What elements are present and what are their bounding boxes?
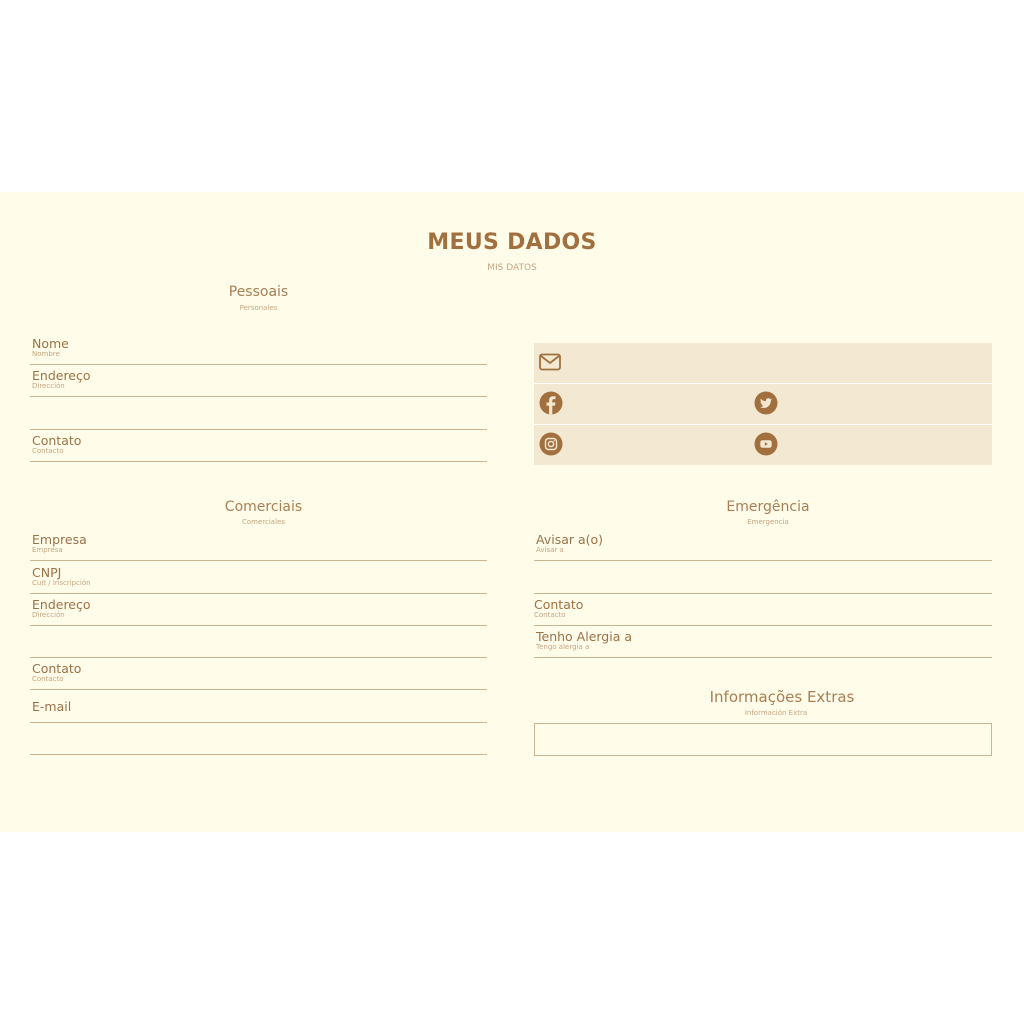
section-title-pessoais: Pessoais [228,284,289,300]
field-contato[interactable] [30,430,487,462]
field-sublabel: Avisar a [536,546,564,554]
social-media-panel [534,343,992,465]
field-label: Contato [32,661,82,676]
field-alergia[interactable] [534,626,992,658]
field-sublabel: Cuit / Inscripción [32,579,91,587]
field-endereco-continued[interactable] [30,398,487,430]
field-email-continued[interactable] [30,723,487,755]
field-contato-emergencia[interactable] [534,594,992,626]
field-endereco[interactable] [30,365,487,397]
social-row-instagram-youtube[interactable] [534,425,992,466]
field-label: Nome [32,336,69,351]
youtube-icon [754,432,778,456]
field-label: Endereço [32,597,91,612]
field-sublabel: Contacto [32,675,64,683]
field-sublabel: Contacto [534,611,566,619]
field-sublabel: Empresa [32,546,63,554]
field-sublabel: Contacto [32,447,64,455]
section-subtitle-pessoais: Personales [239,304,278,312]
form-sheet [0,192,1024,832]
social-row-email[interactable] [534,343,992,384]
field-sublabel: Dirección [32,611,65,619]
field-label: Endereço [32,368,91,383]
field-avisar-continued[interactable] [534,562,992,594]
field-empresa[interactable] [30,529,487,561]
field-nome[interactable] [30,333,487,365]
field-email[interactable] [30,691,487,723]
extras-textarea[interactable] [534,723,992,756]
field-sublabel: Tengo alergia a [536,643,590,651]
section-subtitle-extras: Información Extra [744,709,808,717]
facebook-icon [539,391,563,415]
field-sublabel: Nombre [32,350,60,358]
field-cnpj[interactable] [30,562,487,594]
section-subtitle-emergencia: Emergencia [747,518,789,526]
section-subtitle-comerciais: Comerciales [241,518,285,526]
section-title-extras: Informações Extras [709,688,855,706]
field-sublabel: Dirección [32,382,65,390]
twitter-icon [754,391,778,415]
field-endereco-comercial-continued[interactable] [30,626,487,658]
instagram-icon [539,432,563,456]
social-row-facebook-twitter[interactable] [534,384,992,425]
email-icon [538,350,562,374]
field-label: Contato [32,433,82,448]
page-subtitle: MIS DATOS [487,263,537,273]
section-title-comerciais: Comerciais [224,499,303,515]
field-label: E-mail [32,699,72,714]
section-title-emergencia: Emergência [726,499,810,515]
field-contato-comercial[interactable] [30,658,487,690]
page-title: MEUS DADOS [427,230,597,255]
field-label: Avisar a(o) [536,532,604,547]
field-label: Empresa [32,532,87,547]
field-endereco-comercial[interactable] [30,594,487,626]
field-avisar[interactable] [534,529,992,561]
field-label: Contato [534,597,584,612]
field-label: Tenho Alergia a [536,629,633,644]
field-label: CNPJ [32,565,62,580]
